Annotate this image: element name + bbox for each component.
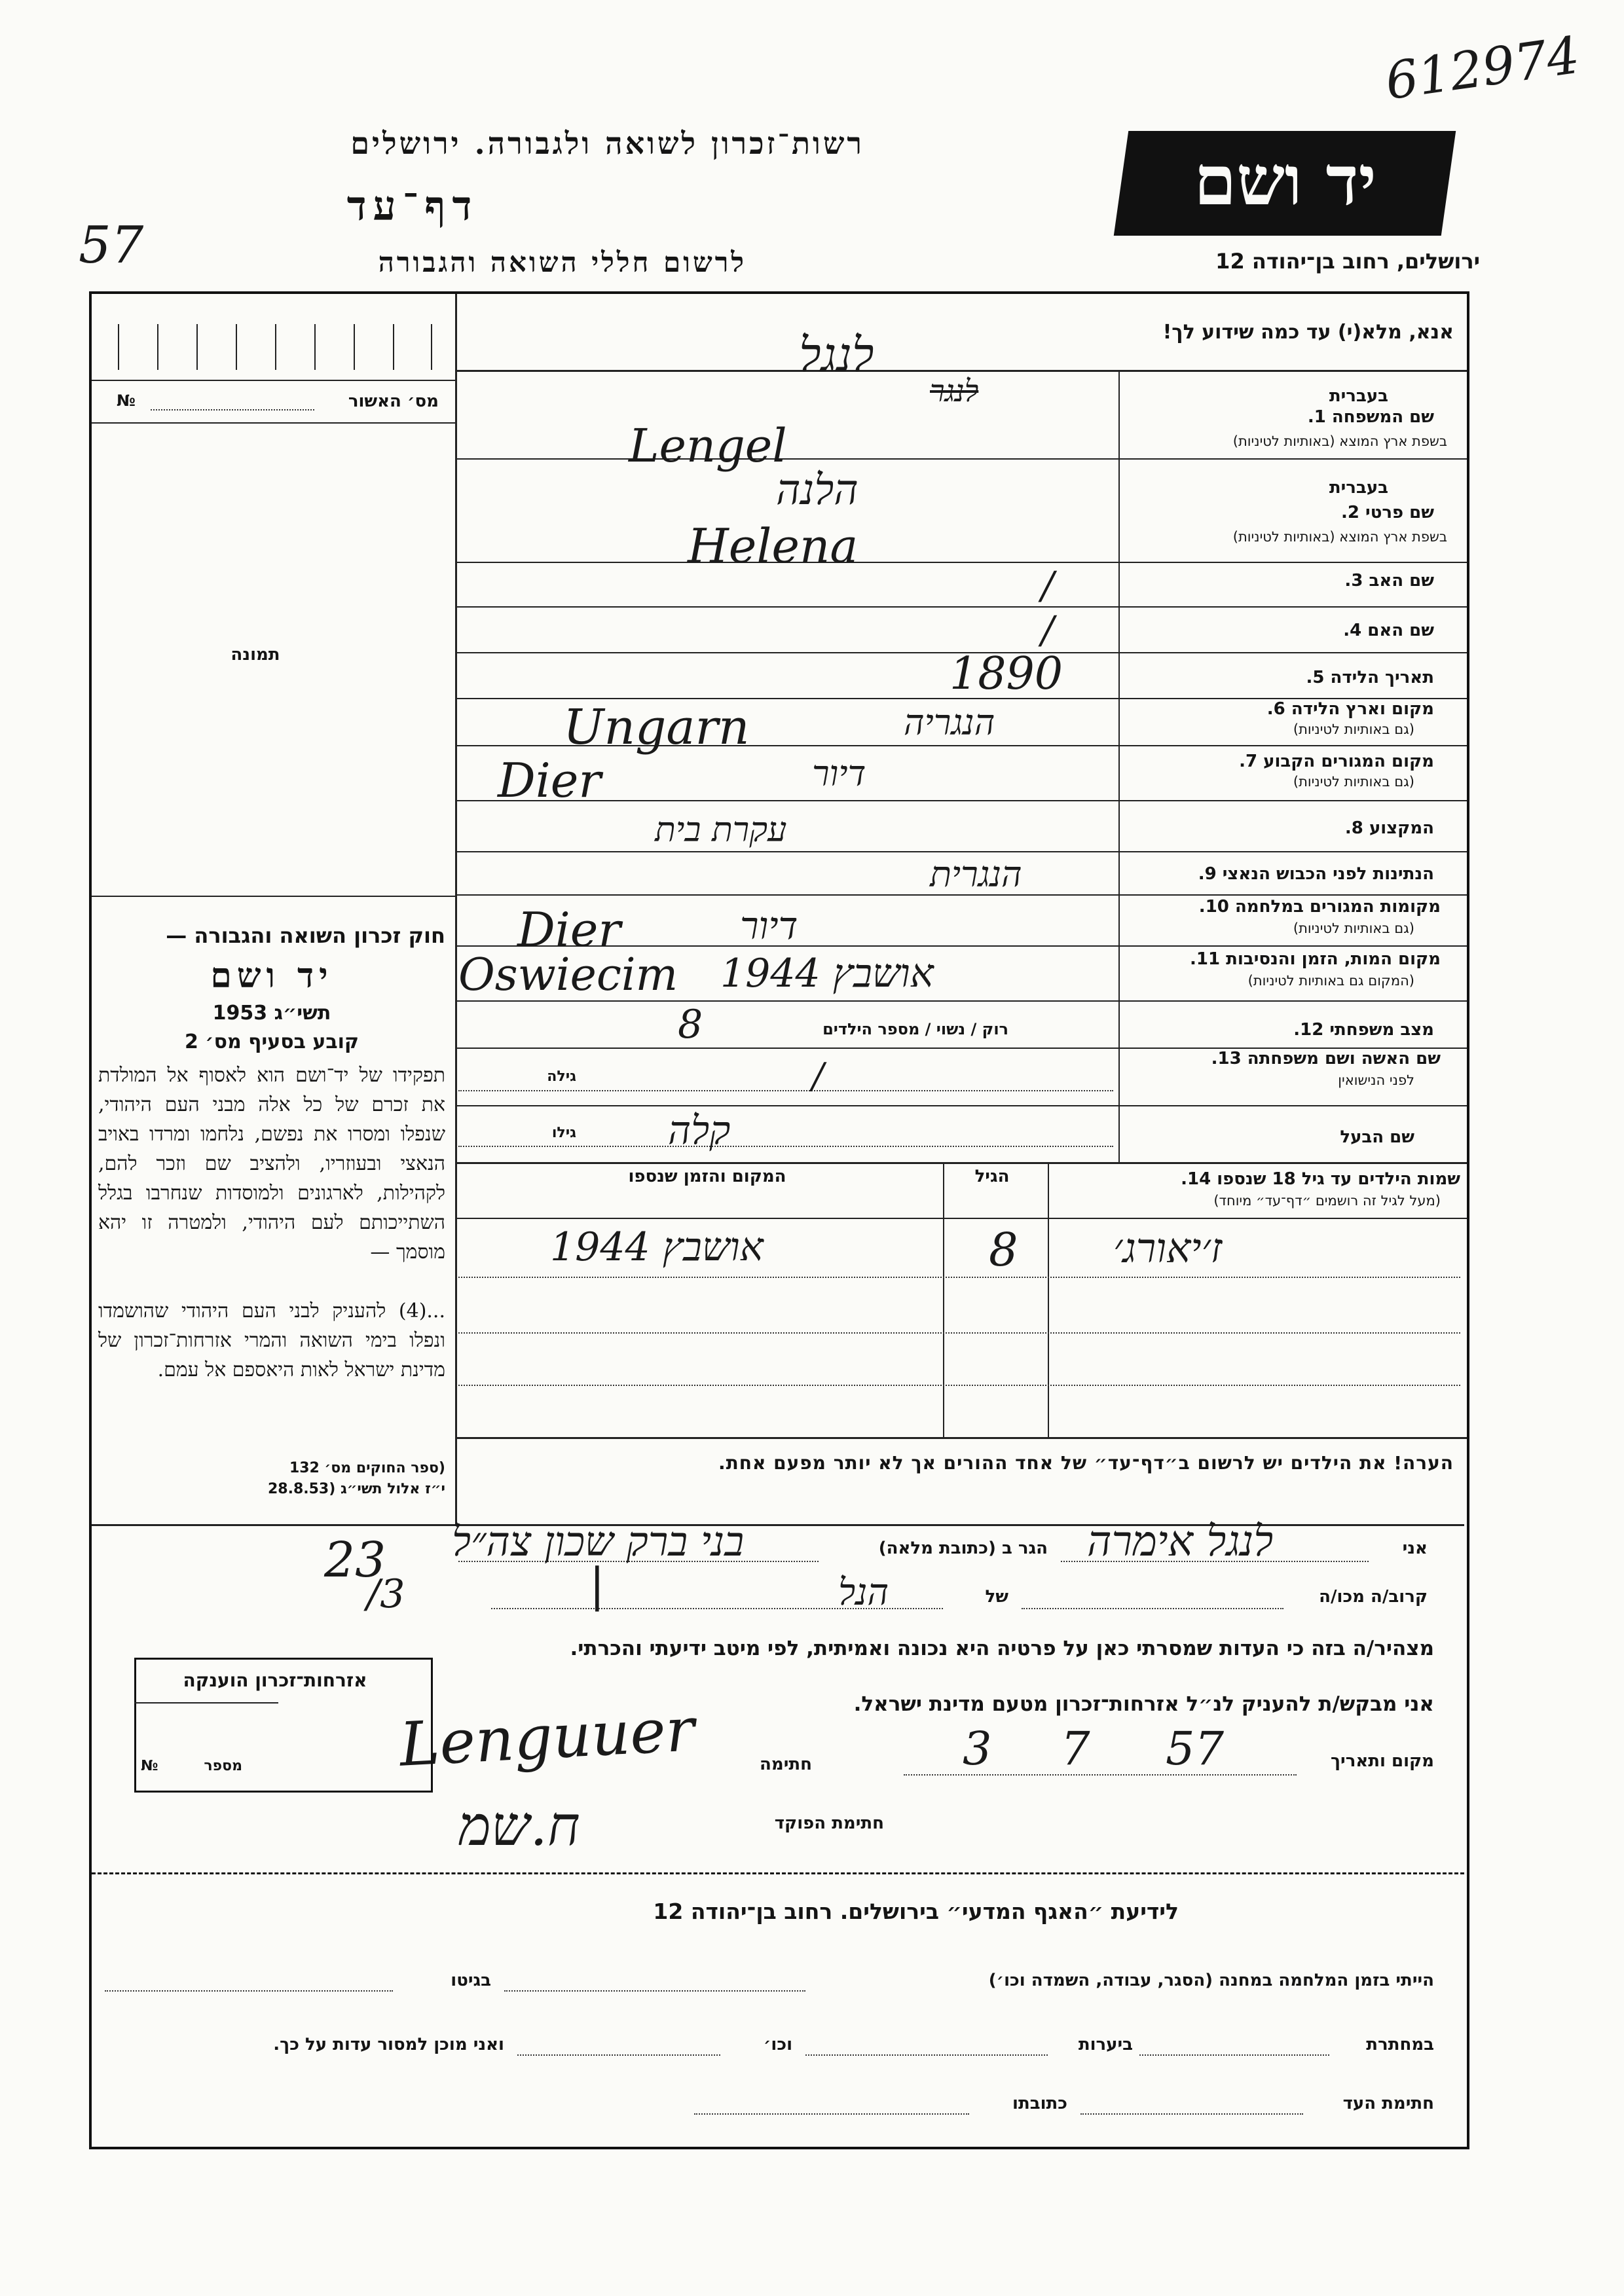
birth-place-hebrew: הנגריה: [904, 702, 995, 743]
label-column-divider: [1118, 370, 1120, 1162]
wife-name: /: [812, 1055, 824, 1097]
decl-place-date: מקום ותאריך: [1331, 1751, 1434, 1771]
testifier-name: לנגל אימרה: [1087, 1518, 1274, 1566]
row-line-1: [455, 458, 1467, 460]
law-title: חוק זכרון השואה והגבורה —: [166, 923, 445, 948]
approval-line: [151, 409, 314, 410]
law-source-2: י״ז אלול תשי״ג (28.8.53: [267, 1481, 445, 1497]
child-name: ז׳יאורג׳: [1113, 1224, 1223, 1272]
law-clause: קובע בסעיף מס׳ 2: [184, 1030, 360, 1053]
profession: עקרת בית: [655, 811, 787, 850]
field-2-label: שם פרטי 2.: [1341, 503, 1434, 522]
citizenship-no: №: [141, 1758, 158, 1774]
row-line-13: [455, 1105, 1467, 1106]
decl-residing: הגר ב (כתובת מלאה): [878, 1539, 1048, 1558]
war-place-hebrew: דיור: [740, 903, 798, 948]
row-line-14: [455, 1162, 1467, 1164]
field-13-sub2: לפני הנישואין: [1338, 1072, 1414, 1088]
residence-hebrew: דיור: [812, 753, 866, 794]
field-5-label: תאריך הלידה 5.: [1306, 668, 1434, 687]
relation-value: הנל: [838, 1571, 889, 1614]
bottom-line1-dots-a: [504, 1990, 805, 1992]
dotted-husband: [458, 1146, 1113, 1147]
bottom-title: לידיעת ״האגף המדעי״ בירושלים. רחוב בן־יהודה 12: [653, 1899, 1179, 1924]
field-11-sub2: (המקום גם באותיות לטיניות): [1247, 973, 1414, 989]
wife-age-label: גילה: [547, 1068, 576, 1085]
date-month: 7: [1061, 1722, 1090, 1776]
law-source: (ספר החוקים מס׳ 132: [289, 1460, 445, 1476]
surname-latin: Lengel: [629, 419, 787, 473]
photo-label: תמונה: [231, 645, 280, 665]
decl-request: אני מבקש/ת להעניק לנ״ל אזרחות־זכרון מטעם מדינת ישראל.: [853, 1692, 1434, 1716]
archive-number: 612974: [1382, 26, 1583, 112]
field-10-label: מקומות המגורים במלחמה 10.: [1198, 897, 1441, 917]
first-name-latin: Helena: [688, 519, 858, 574]
law-body-2: ...(4) להעניק לבני העם היהודי שהושמדו ונפלו בימי השואה והמרי אזרחות־זכרון של מדינת ישראל לאות היאספם אל עמם.: [98, 1300, 445, 1381]
bottom-line1-a: הייתי בזמן המלחמה במחנה (הסגר, עבודה, השמדה וכו׳): [988, 1971, 1434, 1990]
children-row-line-3: [458, 1385, 1460, 1386]
decl-relation-line: [1022, 1608, 1283, 1609]
bottom-line2-dots-a: [1139, 2054, 1329, 2056]
dotted-wife: [458, 1090, 1113, 1091]
tick-strip: [105, 324, 432, 370]
date-day: 3: [963, 1722, 992, 1776]
field-2-sub: בעברית: [1329, 478, 1388, 498]
field-7-label: מקום המגורים הקבוע 7.: [1239, 752, 1434, 771]
children-label: שמות הילדים עד גיל 18 שנספו 14.: [1181, 1169, 1460, 1189]
husband-label: שם הבעל: [1340, 1127, 1414, 1147]
bottom-line2-dots-c: [517, 2054, 720, 2056]
official-signature: ח.שמ: [458, 1794, 580, 1858]
bottom-line2-d: ואני מוכן למסור עדות על כך.: [273, 2035, 504, 2054]
law-body: תפקידו של יד־ושם הוא לאסוף אל המולדת את זכרם של כל אלה מבני העם היהודי, שנפלו ומסרו את נפשם, נלחמו ומרדו באויב הנאצי ובעוזריו, ולהציב שם וזכר להם, לקהילות, לארגונים ולמוסדות שנחרבו בגלל השתייכותם לעם היהודי, ולמטרה זו יהא מוסמך —: [98, 1064, 445, 1264]
mother-name: /: [1041, 608, 1054, 652]
bottom-line3-dots-b: [694, 2113, 969, 2115]
testifier-signature: Lenguuer: [397, 1694, 697, 1780]
bottom-line2-dots-b: [805, 2054, 1048, 2056]
bottom-line3-dots-a: [1080, 2113, 1303, 2115]
child-age: 8: [989, 1223, 1018, 1277]
war-place-latin: Dier: [517, 902, 621, 957]
bottom-line3-b: כתובתו: [1012, 2094, 1067, 2113]
law-year: תשי״ג 1953: [212, 1002, 331, 1025]
field-9-label: הנתינות לפני הכבוש הנאצי 9.: [1198, 864, 1434, 884]
citizenship-title: אזרחות־זכרון הוענקה: [183, 1669, 367, 1691]
bottom-line2-a: במחתרת: [1366, 2035, 1434, 2054]
residence-latin: Dier: [498, 753, 601, 808]
testifier-address: בני ברק שכון צה״ל: [452, 1518, 745, 1565]
surname-struck: לנגר: [930, 373, 979, 409]
field-3-label: שם האב 3.: [1344, 571, 1434, 591]
children-col-divider-2: [1048, 1162, 1049, 1437]
bottom-line3-a: חתימת העד: [1342, 2094, 1434, 2113]
decl-statement: מצהיר/ה בזה כי העדות שמסרתי כאן על פרטיה היא נכונה ואמיתית, לפי מיטב ידיעתי והכרתי.: [570, 1637, 1434, 1660]
field-6-label: מקום וארץ הלידה 6.: [1266, 699, 1434, 719]
death-place-hebrew: אושבץ 1944: [720, 951, 934, 996]
intro-line: אנא, מלא(י) עד כמה שידוע לך!: [1162, 321, 1454, 344]
field-6-sub2: (גם באותיות לטיניות): [1293, 721, 1414, 737]
field-12-label: מצב משפחתי 12.: [1293, 1020, 1434, 1040]
approval-top-line: [92, 380, 455, 381]
bottom-line1-dots-b: [105, 1990, 393, 1992]
date-year: 57: [1166, 1722, 1225, 1776]
left-column-divider: [455, 294, 457, 1525]
side-note-slash3: /3: [367, 1571, 405, 1617]
children-bottom-line: [455, 1437, 1467, 1439]
field-8-label: המקצוע 8.: [1344, 818, 1434, 838]
field-7-sub2: (גם באותיות לטיניות): [1293, 774, 1414, 790]
field-1-label: שם המשפחה 1.: [1307, 407, 1434, 427]
field-1-sub: בעברית: [1329, 386, 1388, 406]
death-place-latin: Oswiecim: [458, 949, 678, 1001]
bottom-line2-b: ביערות: [1078, 2035, 1133, 2054]
side-note-23: 23: [324, 1532, 386, 1588]
children-count: 8: [678, 1002, 703, 1048]
bottom-line1-b: בגיטו: [451, 1971, 491, 1990]
photo-box-bottom: [92, 896, 455, 897]
decl-i: אני: [1402, 1539, 1428, 1558]
yad-vashem-logo: [1114, 131, 1456, 236]
decl-official-label: חתימת הפוקד: [774, 1813, 884, 1833]
fields-top-line: [455, 370, 1467, 372]
field-11-label: מקום המות, הזמן והנסיבות 11.: [1190, 949, 1441, 969]
children-col-divider-1: [943, 1162, 944, 1437]
relation-mark: |: [589, 1558, 605, 1612]
approval-no: №: [117, 392, 136, 410]
form-title: דף־עד: [346, 182, 479, 230]
child-death-place: אושבץ 1944: [550, 1224, 764, 1270]
decl-of: של: [985, 1587, 1008, 1607]
citizenship: הנגרית: [930, 854, 1022, 895]
logo-text: יד ושם: [1194, 140, 1376, 221]
children-row-line-2: [458, 1332, 1460, 1334]
row-line-2: [455, 562, 1467, 563]
surname-hebrew: לנגל: [799, 327, 874, 382]
field-2-sub2: בשפת ארץ המוצא (באותיות לטיניות): [1232, 529, 1447, 545]
side-number: 57: [79, 216, 144, 275]
bottom-line2-c: וכו׳: [763, 2035, 792, 2054]
husband-name: קלה: [668, 1108, 731, 1154]
children-col-place: המקום והזמן שנספו: [628, 1167, 786, 1186]
decl-relative: קרוב/ה מכו/ה: [1319, 1587, 1428, 1607]
field-4-label: שם האם 4.: [1343, 621, 1434, 640]
birth-place-latin: Ungarn: [563, 699, 750, 756]
husband-age-label: גילו: [551, 1125, 576, 1141]
birth-year: 1890: [950, 648, 1063, 700]
children-sublabel: (מעל לגיל זה רושמים ״דף־עד״ מיוחד): [1213, 1193, 1441, 1209]
field-10-sub2: (גם באותיות לטיניות): [1293, 920, 1414, 936]
form-subtitle: לרשום חללי השואה והגבורה: [378, 246, 747, 278]
row-line-8: [455, 851, 1467, 852]
decl-signature-label: חתימה: [760, 1755, 812, 1774]
row-line-7: [455, 800, 1467, 801]
children-note: הערה! את הילדים יש לרשום ב״דף־עד״ של אחד ההורים אך לא יותר מפעם אחת.: [718, 1452, 1454, 1474]
citizenship-number: מספר: [204, 1758, 242, 1774]
father-name: /: [1041, 563, 1054, 608]
children-col-age: הגיל: [974, 1167, 1010, 1186]
first-name-hebrew: הלנה: [776, 466, 858, 515]
field-1-sub2: בשפת ארץ המוצא (באותיות לטיניות): [1232, 433, 1447, 449]
marital-options: רוק / נשוי / מספר הילדים: [822, 1020, 1008, 1038]
authority-title: רשות־זכרון לשואה ולגבורה. ירושלים: [350, 126, 864, 161]
children-header-line: [455, 1218, 1467, 1219]
field-13-label: שם האשה ושם משפחתה 13.: [1211, 1049, 1441, 1068]
approval-label: מס׳ האשור: [348, 392, 439, 411]
bottom-section-line: [92, 1872, 1464, 1874]
photo-box-top: [92, 422, 455, 424]
address: ירושלים, רחוב בן־יהודה 12: [1215, 249, 1480, 274]
law-name: יד ושם: [210, 956, 333, 996]
citizenship-divider: [134, 1702, 278, 1704]
row-line-3: [455, 606, 1467, 608]
children-row-line-1: [458, 1277, 1460, 1278]
